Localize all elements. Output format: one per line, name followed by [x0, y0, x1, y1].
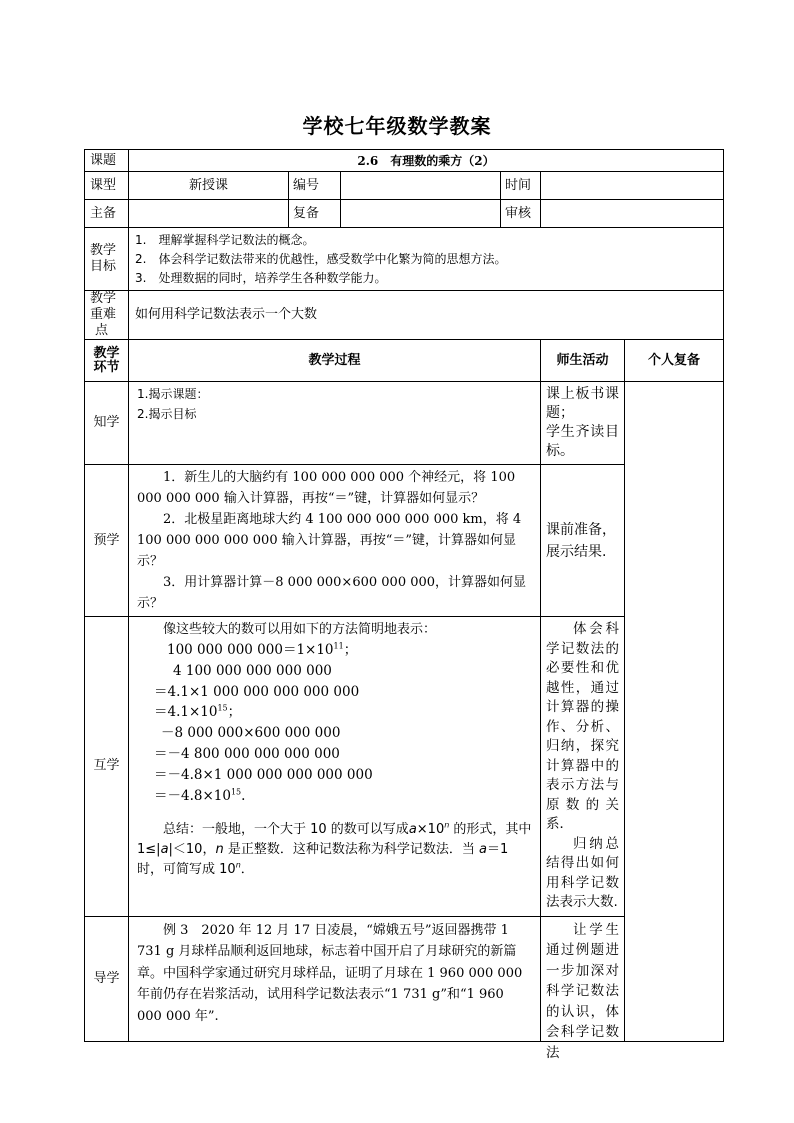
- activity-content: 课前准备，展示结果.: [541, 465, 625, 617]
- review-value: [341, 200, 501, 228]
- row-key-points: [85, 291, 724, 340]
- goals-list: [129, 228, 724, 291]
- stage-label: 知学: [85, 382, 129, 465]
- main-prep-value: [129, 200, 289, 228]
- main-prep-label: 主备: [85, 200, 129, 228]
- time-value: [541, 172, 724, 200]
- activity-content: 体会科学记数法的必要性和优越性，通过计算器的操作、分析、归纳，探究计算器中的表示方法与原数的关系． 归纳总结得出如何用科学记数法表示大数.: [541, 617, 625, 917]
- row-lesson-type: [85, 172, 724, 200]
- process-header: 教学过程: [129, 340, 541, 382]
- math-line: $=4.1\times 10^{15}$；: [154, 703, 242, 721]
- stage-label: 导学: [85, 916, 129, 1041]
- number-label: 编号: [289, 172, 341, 200]
- process-content: 像这些较大的数可以用如下的方法简明地表示： 100 000 000 $000=1\times 10^{11}$； 4 100 000 000 000 000 ＝4.1×1 000 000 000 000 000 $=4.1\times 10^{15}$； －8 000 000×600 000 000 ＝－4 800 000 000 000 000 ＝－4.8×1 000 000 000 000 000 $=-4.8\times 10^{15}$. 总结：一般地，一个大于 10 的数可以写成$a\times 10^n$ 的形式，其中 1≤|a|＜10，n 是正整数．这种记数法称为科学记数法．当 a＝1 时，可简写成 10$^n$．: [129, 617, 541, 917]
- goal-item: 3. 处理数据的同时，培养学生各种数学能力。: [135, 270, 387, 285]
- stage-header: 教学 环节: [85, 340, 129, 382]
- personal-header: 个人复备: [625, 340, 724, 382]
- key-points-value: 如何用科学记数法表示一个大数: [129, 291, 724, 340]
- math-line: 100 000 000 $000=1\times 10^{11}$；: [167, 641, 358, 658]
- number-value: [341, 172, 501, 200]
- activity-content: 让学生通过例题进一步加深对科学记数法的认识，体会科学记数法: [541, 916, 625, 1041]
- activity-header: 师生活动: [541, 340, 625, 382]
- personal-notes-column: [625, 382, 724, 1042]
- row-header: [85, 340, 724, 382]
- row-topic: [85, 150, 724, 172]
- lesson-type-label: 课型: [85, 172, 129, 200]
- goal-item: 1. 理解掌握科学记数法的概念。: [135, 232, 315, 247]
- math-line: ＝4.1×1 000 000 000 000 000: [154, 683, 360, 700]
- time-label: 时间: [501, 172, 541, 200]
- math-line: ＝－4.8×1 000 000 000 000 000: [154, 766, 373, 783]
- process-content: 1.揭示课题： 2.揭示目标: [129, 382, 541, 465]
- row-preparers: [85, 200, 724, 228]
- stage-label: 预学: [85, 465, 129, 617]
- lesson-plan-table: [84, 149, 724, 1061]
- goals-label: 教学 目标: [85, 228, 129, 291]
- review-label: 复备: [289, 200, 341, 228]
- row-goals: [85, 228, 724, 291]
- document-title: 学校七年级数学教案: [302, 114, 492, 138]
- math-line: ＝－4 800 000 000 000 000: [154, 745, 340, 762]
- topic-value: 2.6 有理数的乘方（2）: [129, 150, 724, 172]
- lesson-type-value: 新授课: [129, 172, 289, 200]
- goal-item: 2. 体会科学记数法带来的优越性，感受数学中化繁为简的思想方法。: [135, 251, 507, 266]
- topic-label: 课题: [85, 150, 129, 172]
- math-line: $=-4.8\times 10^{15}$.: [154, 787, 246, 804]
- activity-content: 课上板书课题； 学生齐读目标。: [541, 382, 625, 465]
- process-content: 1．新生儿的大脑约有 100 000 000 000 个神经元，将 100 000 000 000 输入计算器，再按“＝”键，计算器如何显示？ 2．北极星距离地球大约 4 100 000 000 000 000 km，将 4 100 000 000 000 000 输入计算器，再按“＝”键，计算器如何显示？ 3．用计算器计算－8 000 000×600 000 000，计算器如何显示？: [129, 465, 541, 617]
- math-line: 4 100 000 000 000 000: [173, 662, 332, 679]
- approve-label: 审核: [501, 200, 541, 228]
- key-points-label: 教学 重难 点: [85, 291, 129, 340]
- row-stage-zhixue: [85, 382, 724, 465]
- approve-value: [541, 200, 724, 228]
- stage-label: 互学: [85, 617, 129, 917]
- summary-text: 总结：一般地，一个大于 10 的数可以写成$a\times 10^n$ 的形式，其中 1≤|a|＜10，n 是正整数．这种记数法称为科学记数法．当 a＝1 时，可简写成 10$^n$．: [137, 821, 532, 878]
- process-content: 例 3 2020 年 12 月 17 日凌晨，“嫦娥五号”返回器携带 1 731 g 月球样品顺利返回地球，标志着中国开启了月球研究的新篇章。中国科学家通过研究月球样品，证明了月球在 1 960 000 000 年前仍存在岩浆活动，试用科学记数法表示“1 731 g”和“1 960 000 000 年”.: [129, 916, 541, 1041]
- math-line: －8 000 000×600 000 000: [161, 725, 341, 742]
